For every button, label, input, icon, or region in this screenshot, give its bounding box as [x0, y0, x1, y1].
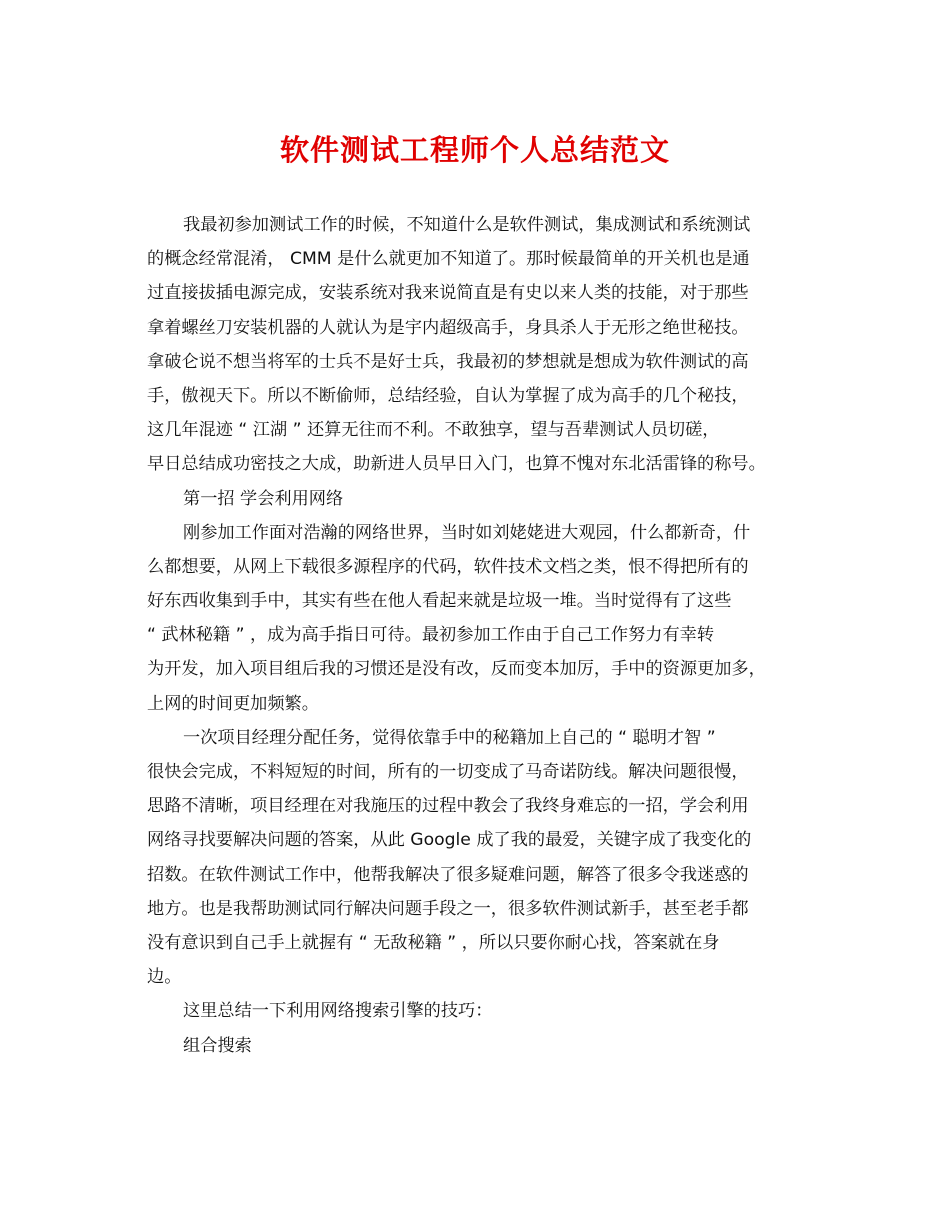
document-title: 软件测试工程师个人总结范文	[279, 133, 670, 167]
body-line: “ 武林秘籍 ” ，成为高手指日可待。最初参加工作由于自己工作努力有幸转	[147, 625, 715, 646]
body-line: 上网的时间更加频繁。	[147, 693, 319, 714]
body-line: 没有意识到自己手上就握有 “ 无敌秘籍 ” ，所以只要你耐心找，答案就在身	[147, 932, 720, 953]
body-line: 拿破仑说不想当将军的士兵不是好士兵，我最初的梦想就是想成为软件测试的高	[147, 351, 749, 372]
body-line: 招数。在软件测试工作中，他帮我解决了很多疑难问题，解答了很多令我迷惑的	[147, 864, 749, 885]
body-line: 刚参加工作面对浩瀚的网络世界，当时如刘姥姥进大观园，什么都新奇，什	[183, 522, 751, 543]
body-line: 组合搜索	[183, 1035, 252, 1056]
body-line: 好东西收集到手中，其实有些在他人看起来就是垃圾一堆。当时觉得有了这些	[147, 591, 732, 612]
body-line: 地方。也是我帮助测试同行解决问题手段之一，很多软件测试新手，甚至老手都	[147, 898, 749, 919]
body-line: 这几年混迹 “ 江湖 ” 还算无往而不利。不敢独享，望与吾辈测试人员切磋，	[147, 420, 720, 441]
body-line: 第一招 学会利用网络	[183, 488, 344, 509]
body-line: 早日总结成功密技之大成，助新进人员早日入门，也算不愧对东北活雷锋的称号。	[147, 454, 766, 475]
body-line: 我最初参加测试工作的时候，不知道什么是软件测试，集成测试和系统测试	[183, 215, 751, 235]
body-line: 很快会完成，不料短短的时间，所有的一切变成了马奇诺防线。解决问题很慢，	[147, 762, 749, 782]
body-line: 么都想要，从网上下载很多源程序的代码，软件技术文档之类，恨不得把所有的	[147, 556, 749, 577]
body-line: 这里总结一下利用网络搜索引擎的技巧：	[183, 1001, 493, 1022]
body-line: 为开发，加入项目组后我的习惯还是没有改，反而变本加厉，手中的资源更加多，	[147, 659, 766, 680]
body-line: 网络寻找要解决问题的答案，从此 Google 成了我的最爱，关键字成了我变化的	[147, 830, 752, 851]
body-line: 的概念经常混淆， CMM 是什么就更加不知道了。那时候最简单的开关机也是通	[147, 249, 750, 270]
body-line: 思路不清晰，项目经理在对我施压的过程中教会了我终身难忘的一招，学会利用	[147, 796, 749, 817]
body-line: 一次项目经理分配任务，觉得依靠手中的秘籍加上自己的 “ 聪明才智 ”	[183, 727, 716, 748]
body-line: 手，傲视天下。所以不断偷师，总结经验，自认为掌握了成为高手的几个秘技，	[147, 385, 749, 406]
body-line: 过直接拔插电源完成，安装系统对我来说简直是有史以来人类的技能，对于那些	[147, 283, 749, 304]
body-line: 边。	[147, 967, 182, 988]
body-line: 拿着螺丝刀安装机器的人就认为是宇内超级高手，身具杀人于无形之绝世秘技。	[147, 317, 749, 338]
document-body	[147, 208, 807, 1063]
